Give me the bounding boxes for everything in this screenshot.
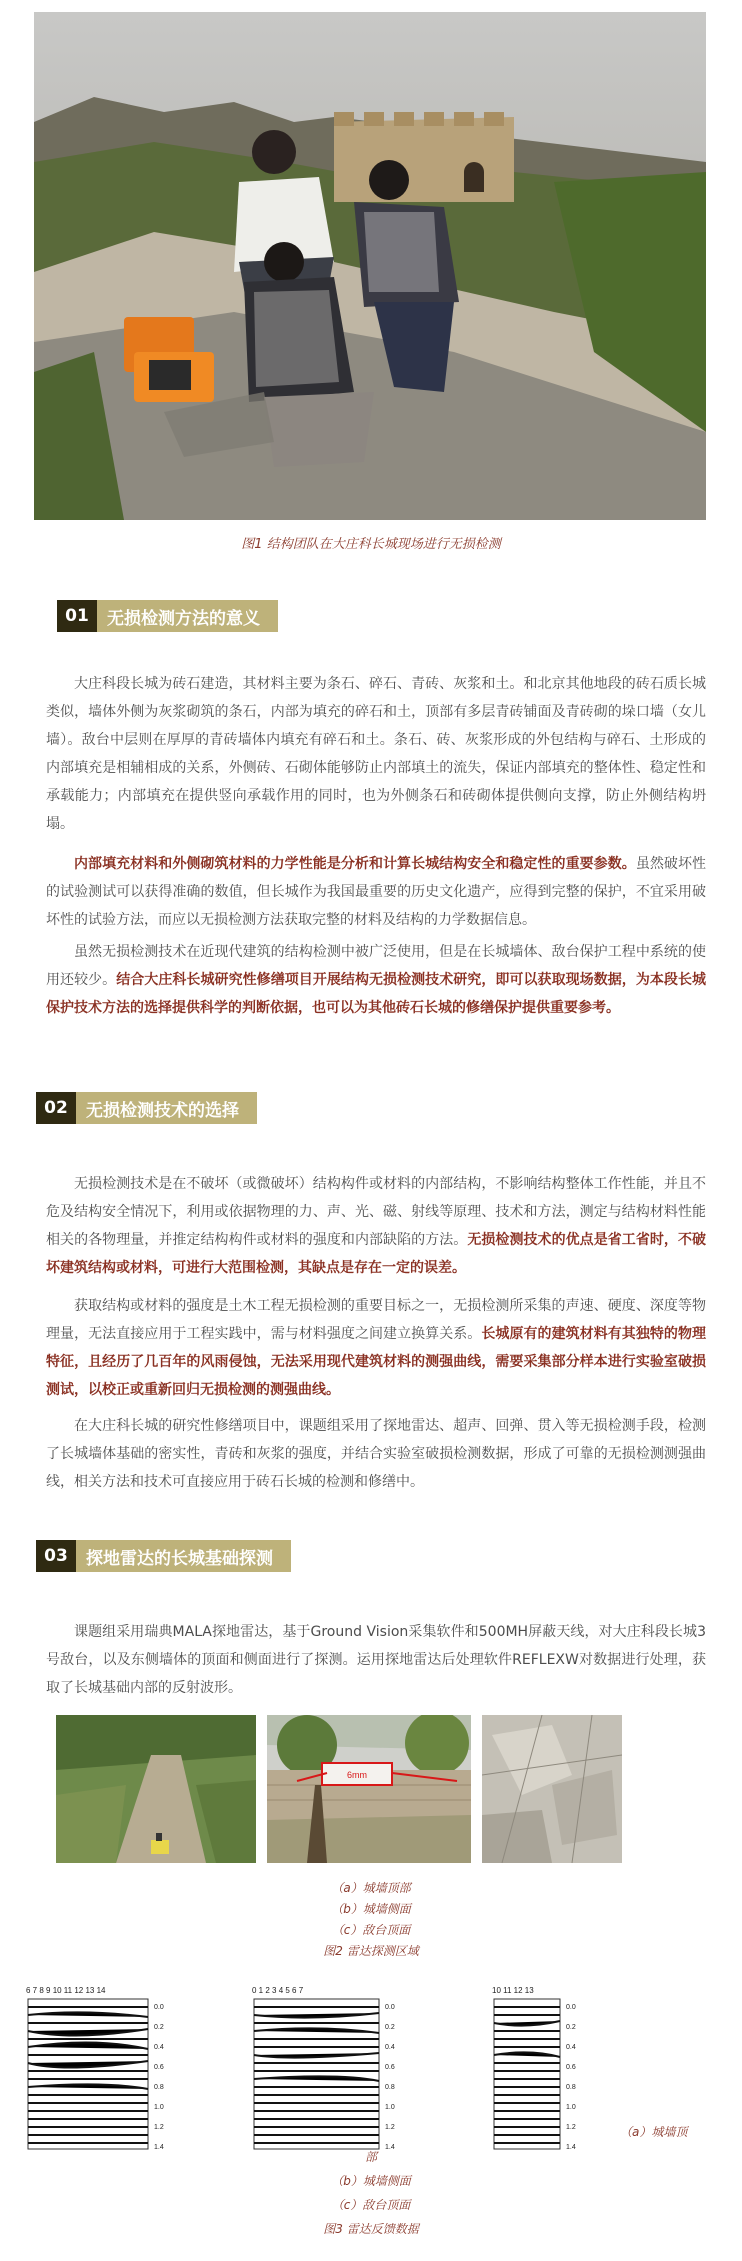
section2-number: 02 bbox=[36, 1092, 76, 1124]
svg-text:1.2: 1.2 bbox=[566, 2124, 576, 2131]
svg-text:0.8: 0.8 bbox=[385, 2084, 395, 2091]
section1-paragraph3 bbox=[46, 938, 706, 1022]
radar-data-tower-top bbox=[490, 1985, 600, 2164]
svg-text:1.4: 1.4 bbox=[385, 2144, 395, 2151]
svg-text:0.6: 0.6 bbox=[154, 2064, 164, 2071]
section1-number: 01 bbox=[57, 600, 97, 632]
figure1-caption: 图1 结构团队在大庄科长城现场进行无损检测 bbox=[241, 537, 501, 552]
svg-text:0.6: 0.6 bbox=[566, 2064, 576, 2071]
figure2-caption-b: （b）城墙侧面 bbox=[331, 1902, 411, 1916]
figure3-caption-a-line2: 部 bbox=[364, 2150, 377, 2164]
section3-number: 03 bbox=[36, 1540, 76, 1572]
radar-sign-label: 6mm bbox=[347, 1770, 367, 1780]
figure2-caption: 图2 雷达探测区域 bbox=[323, 1944, 419, 1958]
radar-area-wall-top-photo bbox=[56, 1715, 256, 1863]
radar-area-tower-top-photo bbox=[482, 1715, 622, 1863]
figure3-caption: 图3 雷达反馈数据 bbox=[323, 2222, 419, 2236]
svg-text:0 1 2 3 4 5 6 7: 0 1 2 3 4 5 6 7 bbox=[252, 1986, 304, 1995]
section2-p2-highlight: 长城原有的建筑材料有其独特的物理特征，且经历了几百年的风雨侵蚀，无法采用现代建筑材料的测强曲线，需要采集部分样本进行实验室破损测试，以校正或重新回归无损检测的测强曲线。 bbox=[46, 1326, 707, 1398]
svg-text:0.4: 0.4 bbox=[566, 2044, 576, 2051]
svg-text:0.6: 0.6 bbox=[385, 2064, 395, 2071]
section2-paragraph1 bbox=[46, 1170, 706, 1282]
section2-p1-highlight: 无损检测技术的优点是省工省时，不破坏建筑结构或材料，可进行大范围检测，其缺点是存在一定的误差。 bbox=[46, 1232, 707, 1276]
section3-title: 探地雷达的长城基础探测 bbox=[86, 1548, 273, 1569]
svg-text:0.2: 0.2 bbox=[385, 2024, 395, 2031]
section1-title: 无损检测方法的意义 bbox=[107, 608, 260, 629]
figure2-caption-c: （c）敌台顶面 bbox=[331, 1923, 411, 1937]
field-photo bbox=[34, 12, 706, 520]
section2-header bbox=[36, 1092, 257, 1124]
svg-text:6 7 8 9 10 11 12 13 14: 6 7 8 9 10 11 12 13 14 bbox=[26, 1986, 106, 1995]
svg-text:1.2: 1.2 bbox=[154, 2124, 164, 2131]
svg-text:1.0: 1.0 bbox=[154, 2104, 164, 2111]
section2-p2-text: 获取结构或材料的强度是土木工程无损检测的重要目标之一，无损检测所采集的声速、硬度、深度等物理量，无法直接应用于工程实践中，需与材料强度之间建立换算关系。 bbox=[46, 1298, 706, 1342]
figure3-caption-b: （b）城墙侧面 bbox=[331, 2174, 411, 2188]
svg-text:1.2: 1.2 bbox=[385, 2124, 395, 2131]
svg-text:0.0: 0.0 bbox=[566, 2004, 576, 2011]
radar-area-wall-side-photo bbox=[267, 1715, 471, 1863]
section1-header bbox=[57, 600, 278, 632]
svg-text:0.4: 0.4 bbox=[385, 2044, 395, 2051]
section2-paragraph3: 在大庄科长城的研究性修缮项目中，课题组采用了探地雷达、超声、回弹、贯入等无损检测手段，检测了长城墙体基础的密实性，青砖和灰浆的强度，并结合实验室破损检测数据，形成了可靠的无损检测测强曲线，相关方法和技术可直接应用于砖石长城的检测和修缮中。 bbox=[46, 1418, 706, 1490]
svg-text:0.4: 0.4 bbox=[154, 2044, 164, 2051]
section1-paragraph2 bbox=[46, 850, 706, 934]
section3-paragraph1: 课题组采用瑞典MALA探地雷达，基于Ground Vision采集软件和500MH屏蔽天线，对大庄科段长城3号敌台，以及东侧墙体的顶面和侧面进行了探测。运用探地雷达后处理软件REFLEXW对数据进行处理，获取了长城基础内部的反射波形。 bbox=[46, 1624, 706, 1696]
svg-text:1.0: 1.0 bbox=[566, 2104, 576, 2111]
section2-p1-text: 无损检测技术是在不破坏（或微破坏）结构构件或材料的内部结构，不影响结构整体工作性能，并且不危及结构安全情况下，利用或依据物理的力、声、光、磁、射线等原理、技术和方法，测定与结构材料性能相关的各物理量，并推定结构构件或材料的强度和内部缺陷的方法。 bbox=[46, 1176, 706, 1248]
section1-p3-highlight: 结合大庄科长城研究性修缮项目开展结构无损检测技术研究，即可以获取现场数据，为本段长城保护技术方法的选择提供科学的判断依据，也可以为其他砖石长城的修缮保护提供重要参考。 bbox=[46, 972, 706, 1016]
figure2-caption-a: （a）城墙顶部 bbox=[331, 1881, 411, 1895]
svg-text:1.4: 1.4 bbox=[154, 2144, 164, 2151]
section1-p3-text: 虽然无损检测技术在近现代建筑的结构检测中被广泛使用，但是在长城墙体、敌台保护工程中系统的使用还较少。 bbox=[46, 944, 706, 988]
svg-text:0.8: 0.8 bbox=[154, 2084, 164, 2091]
figure3-caption-c: （c）敌台顶面 bbox=[331, 2198, 411, 2212]
svg-text:1.0: 1.0 bbox=[385, 2104, 395, 2111]
figure3-caption-a-line1: （a）城墙顶 bbox=[620, 2125, 688, 2139]
svg-text:0.2: 0.2 bbox=[154, 2024, 164, 2031]
section2-title: 无损检测技术的选择 bbox=[86, 1100, 239, 1121]
svg-text:0.0: 0.0 bbox=[154, 2004, 164, 2011]
section3-header bbox=[36, 1540, 291, 1572]
section2-paragraph2 bbox=[46, 1292, 706, 1404]
section1-p2-text: 虽然破坏性的试验测试可以获得准确的数值，但长城作为我国最重要的历史文化遗产，应得到完整的保护，不宜采用破坏性的试验方法，而应以无损检测方法获取完整的材料及结构的力学数据信息。 bbox=[46, 856, 707, 928]
section1-p2-highlight: 内部填充材料和外侧砌筑材料的力学性能是分析和计算长城结构安全和稳定性的重要参数。 bbox=[74, 856, 636, 872]
svg-text:0.8: 0.8 bbox=[566, 2084, 576, 2091]
svg-text:0.0: 0.0 bbox=[385, 2004, 395, 2011]
svg-text:0.2: 0.2 bbox=[566, 2024, 576, 2031]
section1-paragraph1: 大庄科段长城为砖石建造，其材料主要为条石、碎石、青砖、灰浆和土。和北京其他地段的砖石质长城类似，墙体外侧为灰浆砌筑的条石，内部为填充的碎石和土，顶部有多层青砖铺面及青砖砌的垛口墙（女儿墙）。敌台中层则在厚厚的青砖墙体内填充有碎石和土。条石、砖、灰浆形成的外包结构与碎石、土形成的内部填充是相辅相成的关系，外侧砖、石砌体能够防止内部填土的流失，保证内部填充的整体性、稳定性和承载能力；内部填充在提供竖向承载作用的同时，也为外侧条石和砖砌体提供侧向支撑，防止外侧结构坍塌。 bbox=[46, 676, 706, 832]
radar-data-wall-side bbox=[250, 1985, 420, 2164]
svg-text:1.4: 1.4 bbox=[566, 2144, 576, 2151]
radar-data-wall-top bbox=[24, 1985, 184, 2164]
svg-text:10 11 12 13: 10 11 12 13 bbox=[492, 1986, 534, 1995]
